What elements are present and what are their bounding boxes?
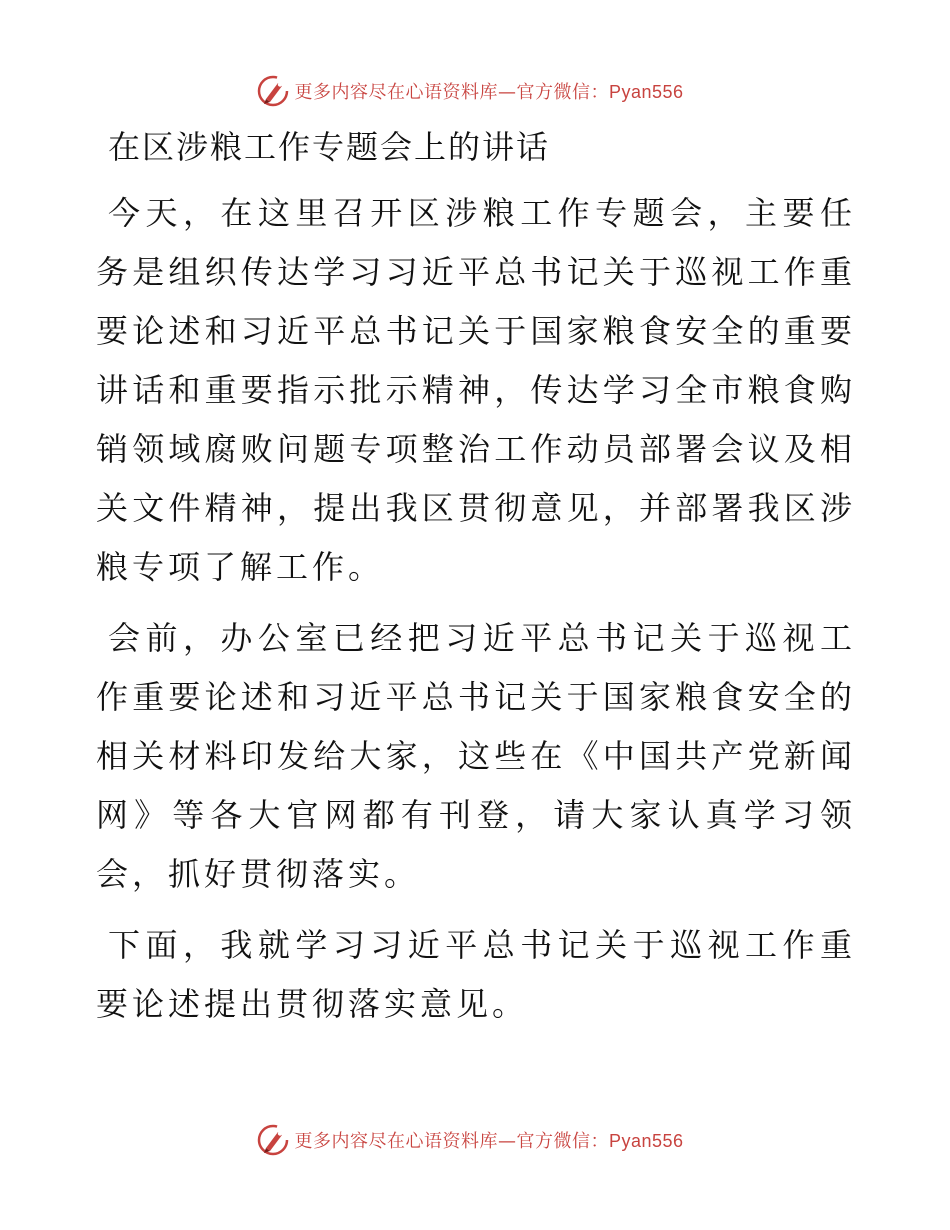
pen-nib-logo-icon (256, 74, 290, 108)
footer-banner-text: 更多内容尽在心语资料库—官方微信：Pyan556 (294, 1131, 684, 1152)
paragraph-1: 今天，在这里召开区涉粮工作专题会，主要任务是组织传达学习习近平总书记关于巡视工作重要论述和习近平总书记关于国家粮食安全的重要讲话和重要指示批示精神，传达学习全市粮食购销领域腐败问题专项整治工作动员部署会议及相关文件精神，提出我区贯彻意见，并部署我区涉粮专项了解工作。 (96, 194, 856, 586)
header-banner-text: 更多内容尽在心语资料库—官方微信：Pyan556 (294, 82, 684, 103)
paragraph-3: 下面，我就学习习近平总书记关于巡视工作重要论述提出贯彻落实意见。 (96, 926, 856, 1023)
pen-nib-logo-icon (256, 1123, 290, 1157)
footer-wechat-id: Pyan556 (608, 1131, 684, 1151)
footer-banner (0, 1120, 950, 1160)
paragraph-2: 会前，办公室已经把习近平总书记关于巡视工作重要论述和习近平总书记关于国家粮食安全的相关材料印发给大家，这些在《中国共产党新闻网》等各大官网都有刊登，请大家认真学习领会，抓好贯彻落实。 (96, 619, 856, 893)
document-body (96, 124, 856, 1046)
header-wechat-id: Pyan556 (608, 82, 684, 102)
header-banner (0, 71, 950, 111)
document-title: 在区涉粮工作专题会上的讲话 (108, 128, 551, 166)
